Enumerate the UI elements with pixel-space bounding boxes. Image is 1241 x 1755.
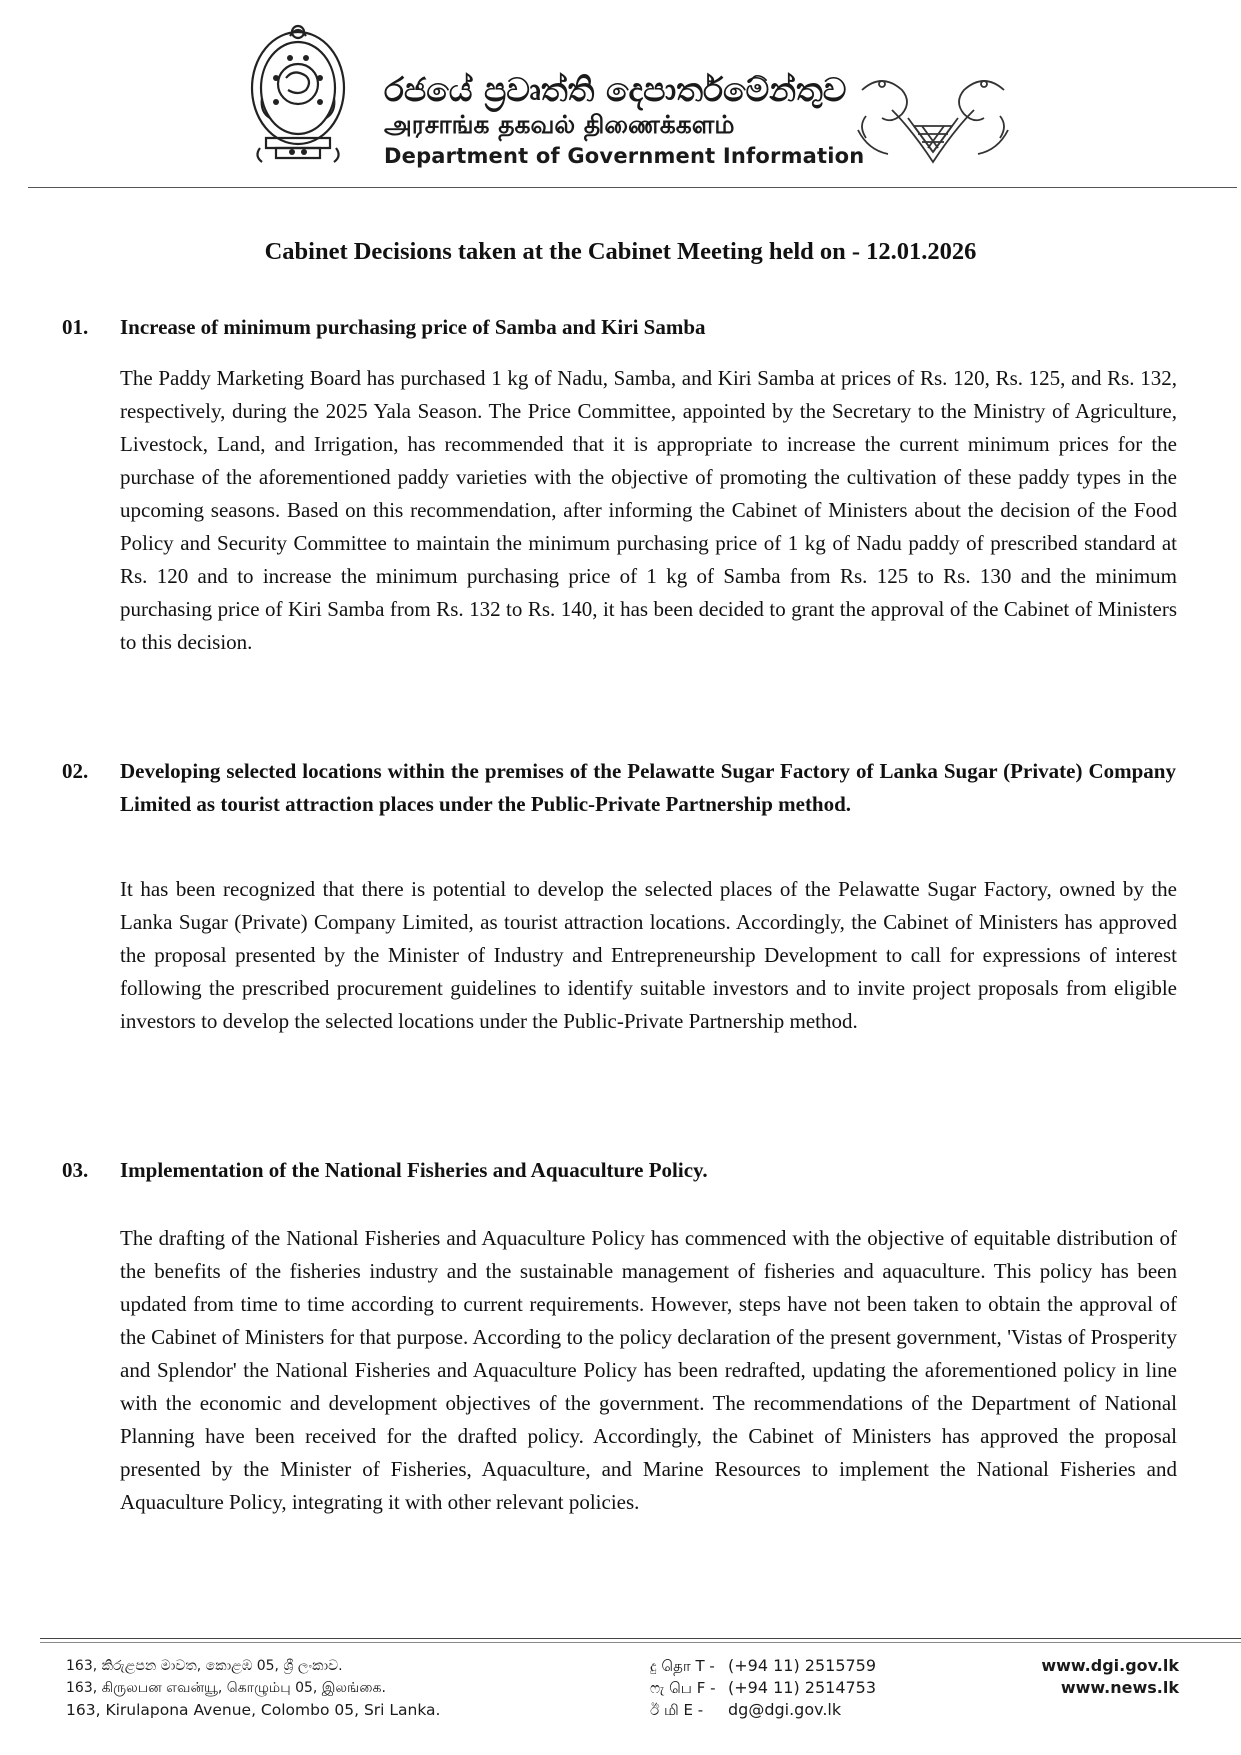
document-title: Cabinet Decisions taken at the Cabinet Meeting held on - 12.01.2026 (264, 238, 977, 265)
org-name-sinhala: රජයේ ප්‍රවෘත්ති දෙපාර්තමේන්තුව (384, 70, 847, 109)
website-link[interactable]: www.news.lk (1060, 1678, 1179, 1697)
section-number: 01. (62, 315, 89, 339)
section-heading: Implementation of the National Fisheries and Aquaculture Policy. (120, 1158, 708, 1182)
section-body: It has been recognized that there is potential to develop the selected places of the Pelawatte Sugar Factory, owned by the Lanka Sugar (Private) Company Limited, as tourist attraction locations. Accordingly, the Cabinet of Ministers has approved the proposal presented by the Minister of Industry and Entrepreneurship Development to call for expressions of interest following the prescribed procurement guidelines to identify suitable investors and to invite project proposals from eligible investors to develop the selected locations under the Public-Private Partnership method. (120, 877, 1177, 1033)
section-body: The drafting of the National Fisheries and Aquaculture Policy has commenced with the objective of equitable distribution of the benefits of the fisheries industry and the sustainable management of fisheries and aquaculture. This policy has been updated from time to time according to current requirements. However, steps have not been taken to obtain the approval of the Cabinet of Ministers for that purpose. According to the policy declaration of the present government, 'Vistas of Prosperity and Splendor' the National Fisheries and Aquaculture Policy has been redrafted, updating the aforementioned policy in line with the economic and development objectives of the government. The recommendations of the Department of National Planning have been received for the drafted policy. Accordingly, the Cabinet of Ministers has approved the proposal presented by the Minister of Fisheries, Aquaculture, and Marine Resources to implement the National Fisheries and Aquaculture Policy, integrating it with other relevant policies. (120, 1226, 1177, 1514)
section-heading: Increase of minimum purchasing price of Samba and Kiri Samba (120, 315, 706, 339)
header-divider (28, 187, 1237, 188)
section-body: The Paddy Marketing Board has purchased 1 kg of Nadu, Samba, and Kiri Samba at prices of Rs. 120, Rs. 125, and Rs. 132, respectively, during the 2025 Yala Season. The Price Committee, appointed by the Secretary to the Ministry of Agriculture, Livestock, Land, and Irrigation, has recommended that it is appropriate to increase the current minimum prices for the purchase of the aforementioned paddy varieties with the objective of promoting the cultivation of these paddy types in the upcoming seasons. Based on this recommendation, after informing the Cabinet of Ministers about the decision of the Food Policy and Security Committee to maintain the minimum purchasing price of 1 kg of Nadu paddy of prescribed standard at Rs. 120 and to increase the minimum purchasing price of 1 kg of Samba from Rs. 125 to Rs. 130 and the minimum purchasing price of Kiri Samba from Rs. 132 to Rs. 140, it has been decided to grant the approval of the Cabinet of Ministers to this decision. (120, 366, 1177, 654)
org-name-english: Department of Government Information (384, 144, 865, 168)
email-address[interactable]: dg@dgi.gov.lk (728, 1700, 842, 1719)
org-name-tamil: அரசாங்க தகவல் திணைக்களம் (384, 110, 735, 139)
fax-number: (+94 11) 2514753 (728, 1678, 877, 1697)
footer-websites (1041, 1655, 1179, 1699)
address-tamil: 163, கிருலபன எவன்யூ, கொழும்பு 05, இலங்கை. (66, 1680, 386, 1696)
phone-row (650, 1655, 876, 1677)
fax-label: ෆැ பெ F - (650, 1679, 716, 1697)
email-row (650, 1699, 876, 1721)
footer-divider (40, 1638, 1241, 1639)
address-sinhala: 163, කිරුළපන මාවත, කොළඹ 05, ශ්‍රී ලංකාව. (66, 1658, 343, 1674)
section-number: 02. (62, 759, 89, 783)
section-heading: Developing selected locations within the premises of the Pelawatte Sugar Factory of Lanka Sugar (Private) Company Limited as tourist attraction places under the Public-Private Partnership method. (120, 759, 1176, 816)
phone-label: දු தொ T - (650, 1657, 715, 1675)
phone-number: (+94 11) 2515759 (728, 1656, 877, 1675)
footer-address (66, 1655, 440, 1721)
email-label: ඊ மி E - (650, 1701, 704, 1719)
sri-lanka-emblem-icon (246, 18, 350, 166)
footer-divider-secondary (40, 1642, 1241, 1643)
website-link[interactable]: www.dgi.gov.lk (1041, 1656, 1179, 1675)
fax-row (650, 1677, 876, 1699)
address-english: 163, Kirulapona Avenue, Colombo 05, Sri Lanka. (66, 1701, 441, 1719)
swan-motif-icon (852, 70, 1014, 170)
section-number: 03. (62, 1158, 89, 1182)
footer-contact (650, 1655, 876, 1721)
